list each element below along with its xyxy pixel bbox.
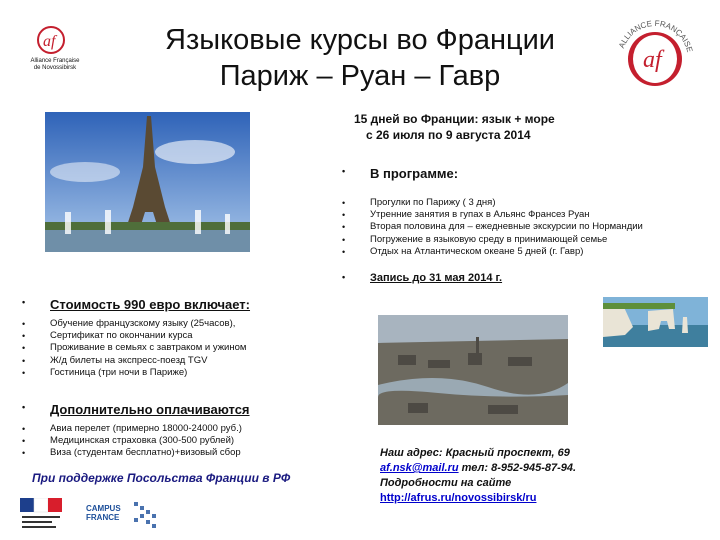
enroll-deadline — [342, 272, 502, 284]
logo-ring-text: ALLIANCE FRANÇAISE — [617, 18, 695, 54]
intro-line-2: с 26 июля по 9 августа 2014 — [366, 128, 531, 142]
list-item: • Ж/д билеты на экспресс-поезд TGV — [22, 355, 302, 367]
campus-line-1: CAMPUS — [86, 504, 121, 513]
logo-left-text2: de Novossibirsk — [33, 65, 77, 71]
campus-line-2: FRANCE — [86, 513, 120, 522]
cost-heading-text: Стоимость 990 евро включает: — [50, 297, 251, 312]
list-item: • Погружение в языковую среду в принимающей семье — [342, 234, 712, 246]
program-heading-text: В программе: — [370, 166, 459, 181]
contact-address — [380, 446, 710, 506]
eiffel-tower-photo — [45, 112, 250, 252]
list-item: • Проживание в семьях с завтраком и ужином — [22, 342, 302, 354]
embassy-support-text: При поддержке Посольства Франции в РФ — [32, 471, 291, 485]
address-line: Наш адрес: Красный проспект, 69 — [380, 447, 570, 459]
phone-text: тел: 8-952-945-87-94. — [458, 462, 577, 474]
french-republic-logo — [20, 498, 62, 530]
page-title — [100, 22, 620, 94]
etretat-cliffs-photo — [603, 297, 708, 347]
list-item: • Вторая половина для – ежедневные экскурсии по Нормандии — [342, 221, 712, 233]
list-item: • Утренние занятия в гупах в Альянс Франсез Руан — [342, 209, 712, 221]
list-item: • Авиа перелет (примерно 18000-24000 руб.) — [22, 423, 302, 435]
list-item: • Медицинская страховка (300-500 рублей) — [22, 435, 302, 447]
svg-text:af: af — [43, 33, 56, 50]
list-item: • Прогулки по Парижу ( 3 дня) — [342, 197, 712, 209]
intro-block — [354, 111, 674, 143]
list-item: • Гостиница (три ночи в Париже) — [22, 367, 302, 379]
enroll-text: Запись до 31 мая 2014 г. — [370, 272, 503, 284]
list-item: • Сертификат по окончании курса — [22, 330, 302, 342]
logo-left-text1: Alliance Française — [30, 58, 80, 64]
title-line-2: Париж – Руан – Гавр — [219, 60, 501, 92]
extra-heading-text: Дополнительно оплачиваются — [50, 402, 250, 417]
cost-list — [22, 318, 302, 379]
list-item: • Виза (студентам бесплатно)+визовый сбор — [22, 447, 302, 459]
cost-heading — [22, 297, 250, 312]
details-line: Подробности на сайте — [380, 477, 512, 489]
list-item: • Обучение французскому языку (25часов), — [22, 318, 302, 330]
extra-heading — [22, 402, 250, 417]
alliance-francaise-logo-left — [24, 22, 86, 74]
program-list — [342, 197, 712, 258]
email-link[interactable]: af.nsk@mail.ru — [380, 462, 459, 474]
intro-line-1: 15 дней во Франции: язык + море — [354, 112, 555, 126]
svg-text:af: af — [643, 47, 662, 73]
website-link[interactable]: http://afrus.ru/novossibirsk/ru — [380, 492, 537, 504]
alliance-francaise-logo-right — [614, 14, 696, 104]
list-item: • Отдых на Атлантическом океане 5 дней (г. Гавр) — [342, 246, 712, 258]
campus-france-logo — [86, 498, 162, 532]
rouen-city-photo — [378, 315, 568, 425]
title-line-1: Языковые курсы во Франции — [165, 24, 555, 56]
extra-list — [22, 423, 302, 460]
program-heading — [342, 166, 458, 181]
